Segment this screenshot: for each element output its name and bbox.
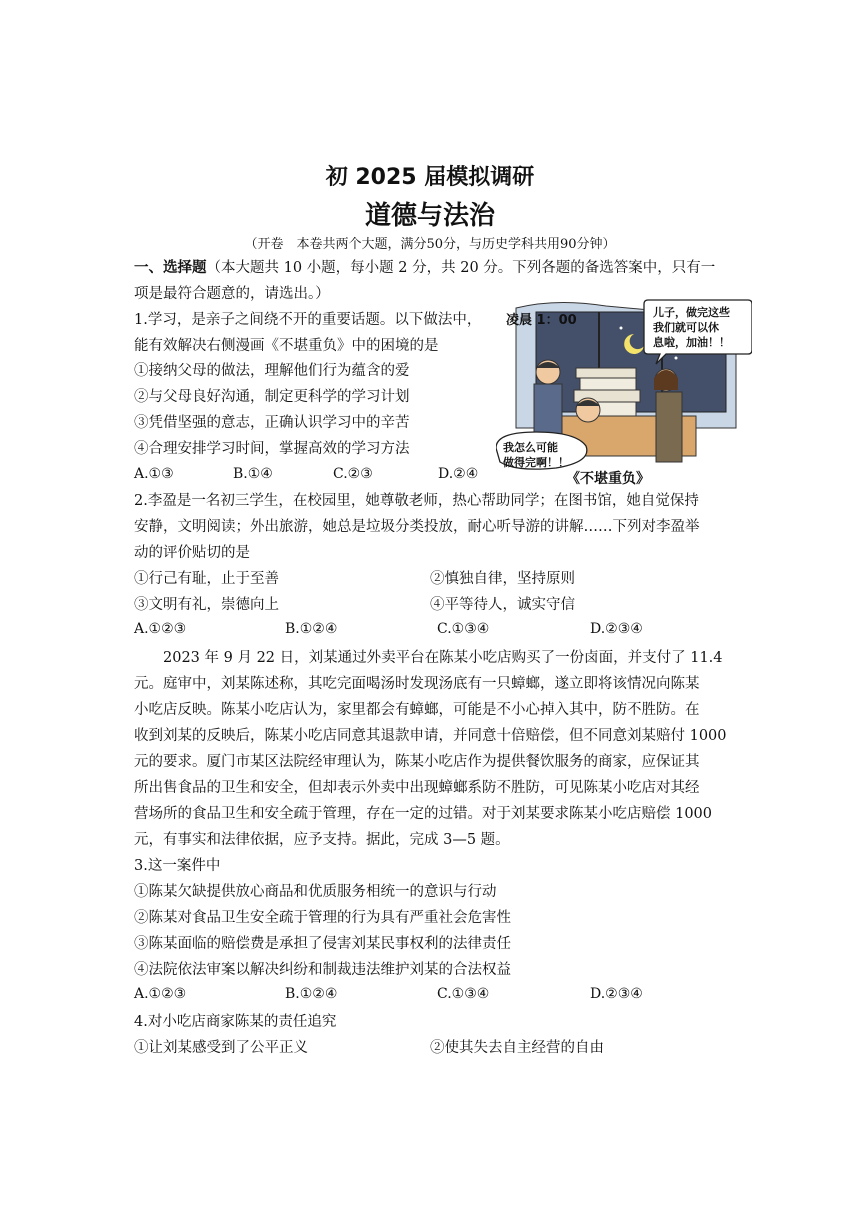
q1-item-3: ③凭借坚强的意志，正确认识学习中的辛苦 <box>134 415 410 431</box>
passage-line-8: 元，有事实和法律依据，应予支持。据此，完成 3—5 题。 <box>134 832 510 848</box>
subject-title: 道德与法治 <box>364 201 495 231</box>
q2-item-4: ④平等待人，诚实守信 <box>430 597 575 613</box>
q2-option-d[interactable]: D.②③④ <box>590 621 643 637</box>
exam-title: 初 2025 届模拟调研 <box>325 165 535 190</box>
passage-line-3: 小吃店反映。陈某小吃店认为，家里都会有蟑螂，可能是不小心掉入其中，防不胜防。在 <box>134 702 700 718</box>
exam-note: （开卷 本卷共两个大题，满分50分，与历史学科共用90分钟） <box>244 237 616 252</box>
q2-option-c[interactable]: C.①③④ <box>437 621 490 637</box>
q1-option-d[interactable]: D.②④ <box>438 466 479 482</box>
parent-speech-line-2: 我们就可以休 <box>653 321 719 334</box>
passage-line-1: 2023 年 9 月 22 日，刘某通过外卖平台在陈某小吃店购买了一份卤面，并支付了 11.4 <box>163 650 723 666</box>
q3-item-4: ④法院依法审案以解决纠纷和制裁违法维护刘某的合法权益 <box>134 962 511 978</box>
passage-line-4: 收到刘某的反映后，陈某小吃店同意其退款申请，并同意十倍赔偿，但不同意刘某赔付 1000 <box>134 728 727 744</box>
q2-stem-line-3: 动的评价贴切的是 <box>134 545 250 561</box>
passage-line-7: 营场所的食品卫生和安全疏于管理，存在一定的过错。对于刘某要求陈某小吃店赔偿 1000 <box>134 806 713 822</box>
q1-stem-line-2: 能有效解决右侧漫画《不堪重负》中的困境的是 <box>134 338 439 354</box>
section-heading: 一、选择题 <box>134 259 207 276</box>
child-speech-line-2: 做得完啊！！ <box>503 456 569 469</box>
q2-stem-line-2: 安静，文明阅读；外出旅游，她总是垃圾分类投放，耐心听导游的讲解……下列对李盈举 <box>134 519 700 535</box>
q2-item-3: ③文明有礼，崇德向上 <box>134 597 279 613</box>
q1-option-c[interactable]: C.②③ <box>333 466 373 482</box>
q2-item-2: ②慎独自律，坚持原则 <box>430 571 575 587</box>
q3-option-d[interactable]: D.②③④ <box>590 986 643 1002</box>
q1-option-b[interactable]: B.①④ <box>233 466 273 482</box>
q4-item-2: ②使其失去自主经营的自由 <box>430 1040 604 1056</box>
parent-speech-line-1: 儿子，做完这些 <box>653 306 730 319</box>
passage-line-2: 元。庭审中，刘某陈述称，其吃完面喝汤时发现汤底有一只蟑螂，遂立即将该情况向陈某 <box>134 676 700 692</box>
parent-speech-line-3: 息啦，加油！！ <box>653 336 730 349</box>
q4-stem: 4.对小吃店商家陈某的责任追究 <box>134 1014 337 1030</box>
q3-option-c[interactable]: C.①③④ <box>437 986 490 1002</box>
section-intro-line-2: 项是最符合题意的，请选出。） <box>134 286 330 302</box>
q1-stem-line-1: 1.学习，是亲子之间绕不开的重要话题。以下做法中， <box>134 312 482 328</box>
q2-option-a[interactable]: A.①②③ <box>134 621 187 637</box>
passage-line-6: 所出售食品的卫生和安全，但却表示外卖中出现蟑螂系防不胜防，可见陈某小吃店对其经 <box>134 780 700 796</box>
q3-item-2: ②陈某对食品卫生安全疏于管理的行为具有严重社会危害性 <box>134 910 511 926</box>
q2-stem-line-1: 2.李盈是一名初三学生，在校园里，她尊敬老师，热心帮助同学；在图书馆，她自觉保持 <box>134 493 699 509</box>
child-speech-line-1: 我怎么可能 <box>503 441 558 454</box>
q3-option-b[interactable]: B.①②④ <box>285 986 338 1002</box>
cartoon-caption: 《不堪重负》 <box>566 471 650 487</box>
cartoon-clock-text: 凌晨 1：00 <box>506 313 577 328</box>
q1-item-1: ①接纳父母的做法，理解他们行为蕴含的爱 <box>134 363 410 379</box>
passage-line-5: 元的要求。厦门市某区法院经审理认为，陈某小吃店作为提供餐饮服务的商家，应保证其 <box>134 754 700 770</box>
q1-option-a[interactable]: A.①③ <box>134 466 174 482</box>
q2-item-1: ①行己有耻，止于至善 <box>134 571 279 587</box>
q2-option-b[interactable]: B.①②④ <box>285 621 338 637</box>
q3-option-a[interactable]: A.①②③ <box>134 986 187 1002</box>
q4-item-1: ①让刘某感受到了公平正义 <box>134 1040 308 1056</box>
q3-item-1: ①陈某欠缺提供放心商品和优质服务相统一的意识与行动 <box>134 884 497 900</box>
q1-item-2: ②与父母良好沟通，制定更科学的学习计划 <box>134 389 410 405</box>
section-intro-line-1: 一、选择题（本大题共 10 小题，每小题 2 分，共 20 分。下列各题的备选答案中，只有一 <box>134 259 716 276</box>
q3-item-3: ③陈某面临的赔偿费是承担了侵害刘某民事权利的法律责任 <box>134 936 511 952</box>
q1-item-4: ④合理安排学习时间，掌握高效的学习方法 <box>134 441 410 457</box>
q3-stem: 3.这一案件中 <box>134 858 221 874</box>
